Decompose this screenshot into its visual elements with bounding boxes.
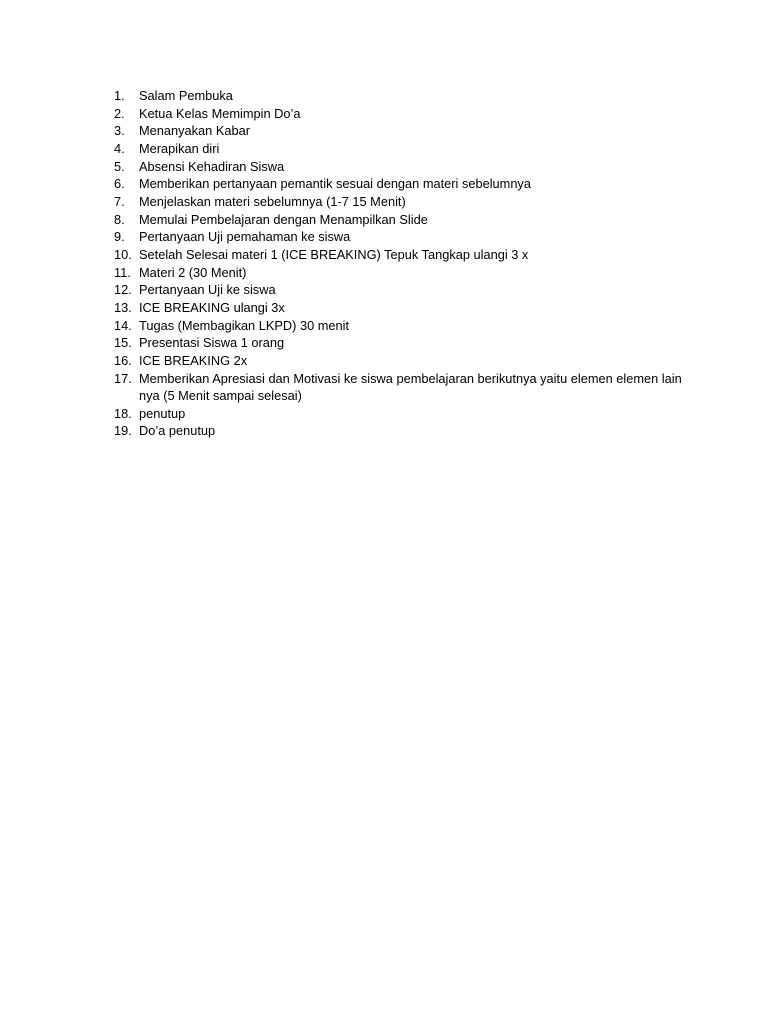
list-item xyxy=(114,122,694,140)
list-item xyxy=(114,105,694,123)
list-item-number: 19. xyxy=(114,423,132,439)
list-item-number: 16. xyxy=(114,352,132,368)
list-item-number: 15. xyxy=(114,335,132,351)
list-item xyxy=(114,299,694,317)
list-item-text: Pertanyaan Uji pemahaman ke siswa xyxy=(139,229,351,245)
list-item xyxy=(114,370,694,405)
list-item xyxy=(114,422,694,440)
list-item-number: 3. xyxy=(114,123,125,139)
list-item-number: 2. xyxy=(114,105,125,121)
list-item xyxy=(114,175,694,193)
list-item-text: Presentasi Siswa 1 orang xyxy=(139,335,285,351)
list-item-text: Salam Pembuka xyxy=(139,88,233,103)
list-item xyxy=(114,281,694,299)
list-item-number: 7. xyxy=(114,193,125,209)
list-item-number: 18. xyxy=(114,405,132,421)
list-item xyxy=(114,264,694,282)
list-item xyxy=(114,87,694,105)
list-item-text: Tugas (Membagikan LKPD) 30 menit xyxy=(139,317,350,333)
list-item-text: Setelah Selesai materi 1 (ICE BREAKING) Tepuk Tangkap ulangi 3 x xyxy=(139,246,529,262)
list-item-number: 11. xyxy=(114,264,131,280)
list-item-text: penutup xyxy=(139,405,186,421)
list-item xyxy=(114,211,694,229)
list-item-text: Materi 2 (30 Menit) xyxy=(139,264,247,280)
list-item-number: 8. xyxy=(114,211,125,227)
list-item-number: 4. xyxy=(114,140,125,156)
list-item xyxy=(114,140,694,158)
list-item-number: 12. xyxy=(114,282,132,298)
list-item-text: Menjelaskan materi sebelumnya (1-7 15 Menit) xyxy=(139,193,406,209)
numbered-list xyxy=(114,87,694,440)
list-item-text: Do’a penutup xyxy=(139,423,216,439)
list-item xyxy=(114,352,694,370)
list-item-text: Pertanyaan Uji ke siswa xyxy=(139,282,276,298)
list-item-text: ICE BREAKING 2x xyxy=(139,352,248,368)
list-item xyxy=(114,405,694,423)
list-item-number: 1. xyxy=(114,88,125,103)
list-item-number: 9. xyxy=(114,229,125,245)
list-item xyxy=(114,317,694,335)
list-item-number: 14. xyxy=(114,317,132,333)
list-item-text: Memberikan Apresiasi dan Motivasi ke siswa pembelajaran berikutnya yaitu elemen elemen lain nya (5 Menit sampai selesai) xyxy=(139,370,682,404)
list-item-text: Merapikan diri xyxy=(139,140,220,156)
list-item-text: Absensi Kehadiran Siswa xyxy=(139,158,285,174)
list-item xyxy=(114,246,694,264)
list-item xyxy=(114,228,694,246)
list-item-text: ICE BREAKING ulangi 3x xyxy=(139,299,285,315)
list-item-number: 5. xyxy=(114,158,125,174)
list-item-text: Menanyakan Kabar xyxy=(139,123,250,139)
list-item-number: 13. xyxy=(114,299,132,315)
list-item-number: 6. xyxy=(114,176,125,192)
list-item-number: 17. xyxy=(114,370,132,386)
list-item-text: Memberikan pertanyaan pemantik sesuai dengan materi sebelumnya xyxy=(139,176,531,192)
list-item-text: Ketua Kelas Memimpin Do’a xyxy=(139,105,301,121)
list-item xyxy=(114,158,694,176)
list-item-text: Memulai Pembelajaran dengan Menampilkan Slide xyxy=(139,211,428,227)
list-item xyxy=(114,193,694,211)
list-item xyxy=(114,334,694,352)
list-item-number: 10. xyxy=(114,246,132,262)
